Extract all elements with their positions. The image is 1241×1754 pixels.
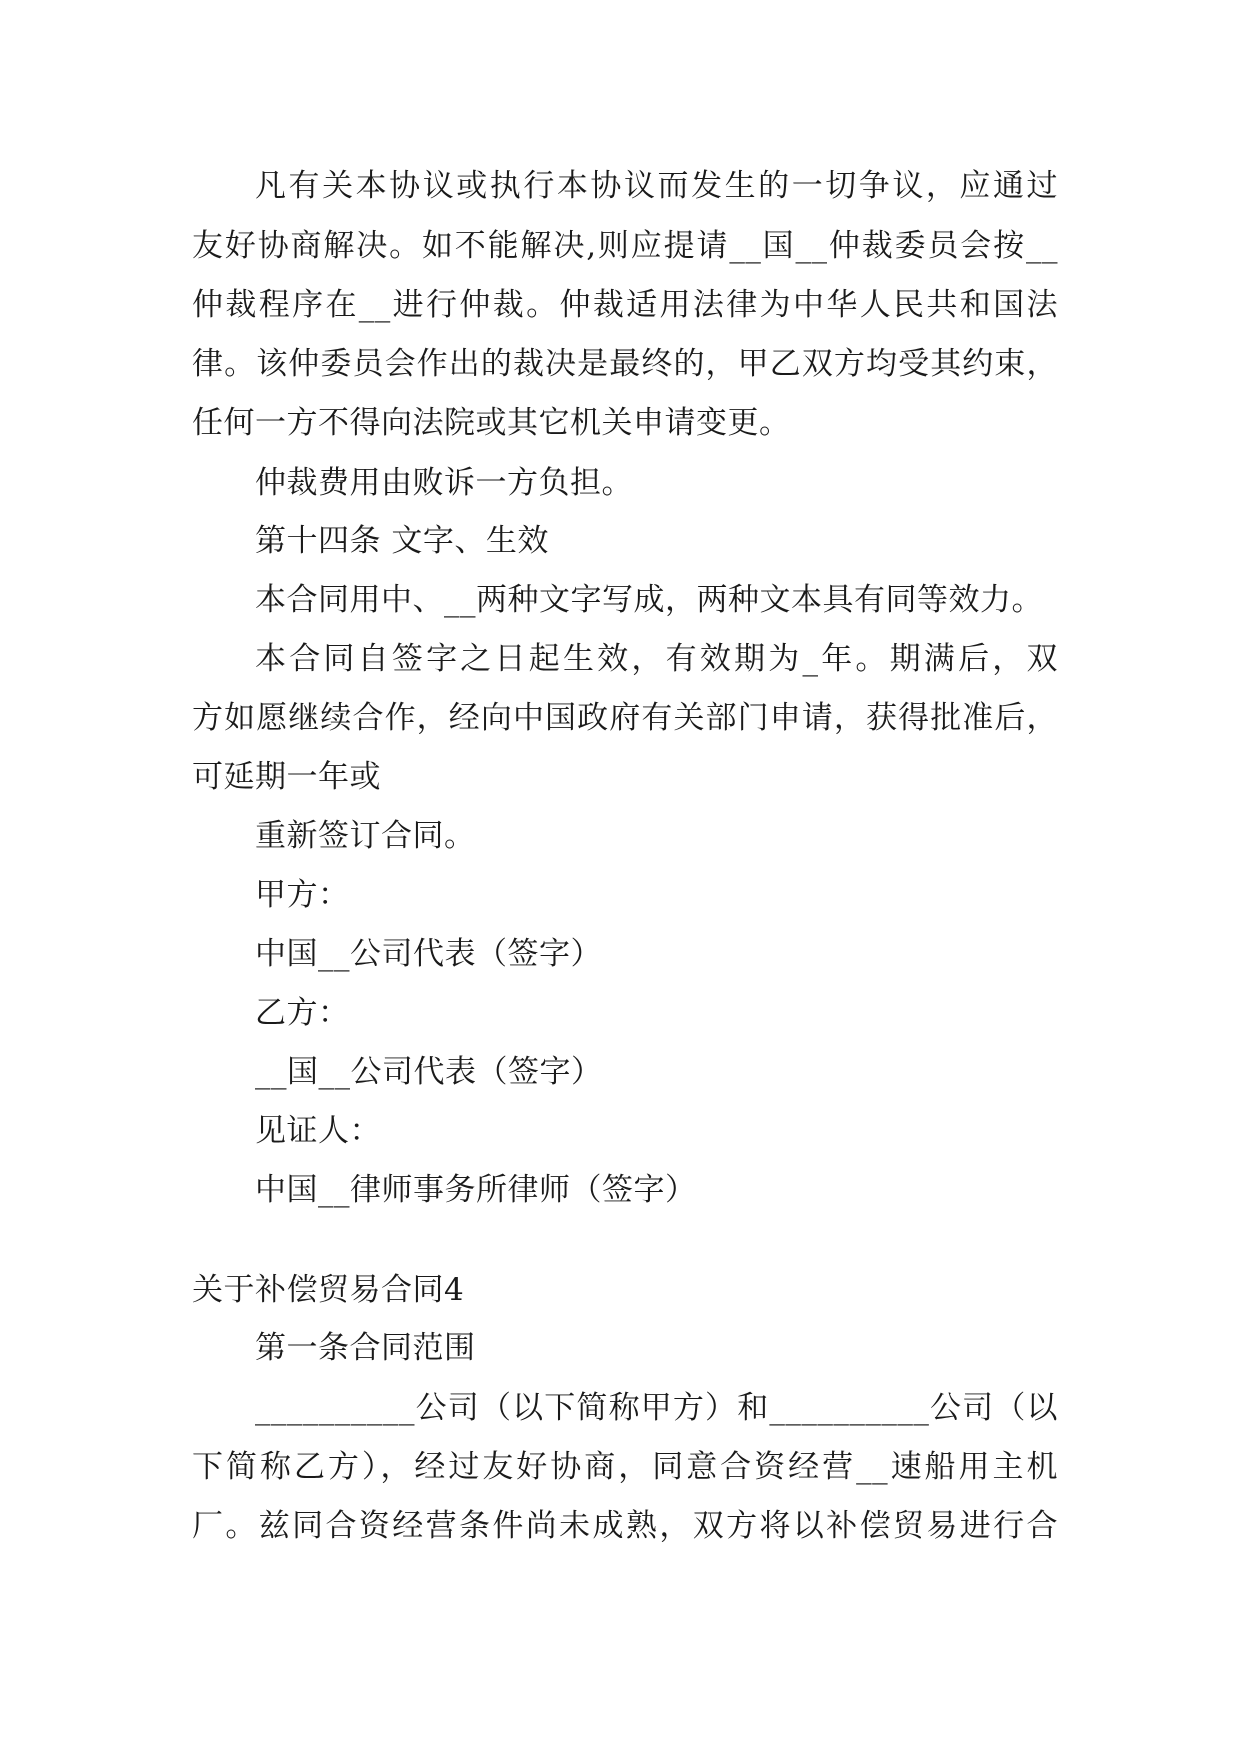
signature-label: 乙方： — [255, 995, 350, 1031]
paragraph-line: 凡有关本协议或执行本协议而发生的一切争议，应通过 — [255, 168, 1058, 204]
signature-line: 中国__公司代表（签字） — [255, 936, 602, 972]
section-heading: 第十四条 文字、生效 — [255, 523, 549, 559]
paragraph-line: 方如愿继续合作，经向中国政府有关部门申请，获得批准后， — [192, 700, 1058, 736]
signature-label: 甲方： — [255, 877, 350, 913]
paragraph-line: 本合同用中、__两种文字写成，两种文本具有同等效力。 — [255, 582, 1043, 618]
paragraph-line: __________公司（以下简称甲方）和__________公司（以 — [255, 1390, 1058, 1426]
paragraph-line: 友好协商解决。如不能解决,则应提请__国__仲裁委员会按__ — [192, 228, 1058, 264]
document-title: 关于补偿贸易合同4 — [192, 1272, 465, 1308]
signature-label: 见证人： — [255, 1113, 381, 1149]
paragraph-line: 任何一方不得向法院或其它机关申请变更。 — [192, 405, 791, 441]
paragraph-line: 律。该仲委员会作出的裁决是最终的，甲乙双方均受其约束， — [192, 346, 1058, 382]
paragraph-line: 可延期一年或 — [192, 759, 381, 795]
paragraph-line: 厂。兹同合资经营条件尚未成熟，双方将以补偿贸易进行合 — [192, 1508, 1058, 1544]
signature-line: 中国__律师事务所律师（签字） — [255, 1172, 697, 1208]
section-heading: 第一条合同范围 — [255, 1330, 476, 1366]
paragraph-line: 重新签订合同。 — [255, 818, 476, 854]
paragraph-line: 仲裁费用由败诉一方负担。 — [255, 465, 633, 501]
paragraph-line: 下简称乙方），经过友好协商，同意合资经营__速船用主机 — [192, 1449, 1058, 1485]
signature-line: __国__公司代表（签字） — [255, 1054, 603, 1090]
paragraph-line: 仲裁程序在__进行仲裁。仲裁适用法律为中华人民共和国法 — [192, 287, 1058, 323]
paragraph-line: 本合同自签字之日起生效，有效期为_年。期满后，双 — [255, 641, 1058, 677]
